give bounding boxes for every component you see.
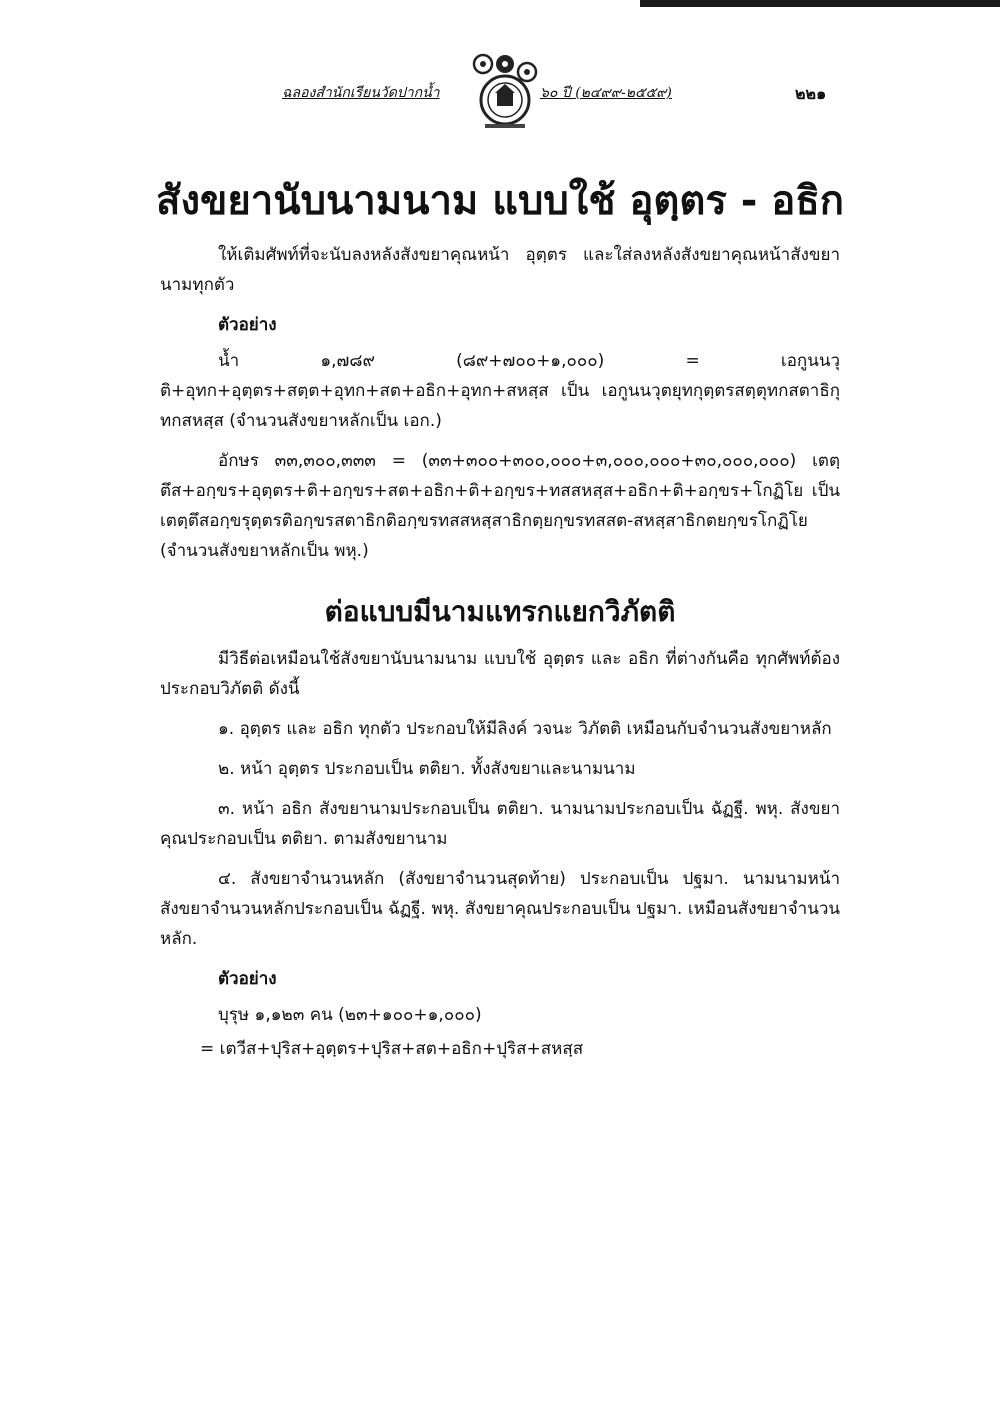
document-body: [160, 240, 840, 1068]
example-letters: อักษร ๓๓,๓๐๐,๓๓๓ = (๓๓+๓๐๐+๓๐๐,๐๐๐+๓,๐๐๐,๐๐๐+๓๐,๐๐๐,๐๐๐) เตตฺตึส+อกฺขร+อุตฺตร+ติ+อกฺขร+สต+อธิก+ติ+อกฺขร+ทสสหสฺส+อธิก+ติ+อกฺขร+โกฏิโย เป็น เตตฺตึสอกฺขรุตฺตรติอกฺขรสตาธิกติอกฺขรทสสหสฺสาธิกตฺยกฺขรทสสต-สหสฺสาธิกตยกฺขรโกฏิโย (จำนวนสังขยาหลักเป็น พหุ.): [160, 451, 840, 561]
section1-intro: ให้เติมศัพท์ที่จะนับลงหลังสังขยาคุณหน้า อุตฺตร และใส่ลงหลังสังขยาคุณหน้าสังขยานามทุกตัว: [160, 245, 840, 295]
page-number: ๒๒๑: [795, 84, 827, 103]
example-label-2: ตัวอย่าง: [218, 969, 277, 989]
rule-item-1: ๑. อุตฺตร และ อธิก ทุกตัว ประกอบให้มีลิงค์ วจนะ วิภัตติ เหมือนกับจำนวนสังขยาหลัก: [218, 719, 832, 739]
page-header: [0, 52, 1000, 132]
header-right-text: ๖๐ ปี (๒๔๙๙-๒๕๕๙): [540, 85, 672, 101]
section2-heading: ต่อแบบมีนามแทรกแยกวิภัตติ: [324, 595, 676, 628]
rule-item-2: ๒. หน้า อุตฺตร ประกอบเป็น ตติยา. ทั้งสังขยาและนามนาม: [218, 759, 636, 779]
example-people-breakdown: = เตวีส+ปุริส+อุตฺตร+ปุริส+สต+อธิก+ปุริส+สหสฺส: [200, 1039, 584, 1059]
example-label-1: ตัวอย่าง: [218, 315, 277, 335]
scan-edge-bar: [640, 0, 1000, 7]
example-water: น้ำ ๑,๗๘๙ (๘๙+๗๐๐+๑,๐๐๐) = เอกูนนวุติ+อุทก+อุตฺตร+สตฺต+อุทก+สต+อธิก+อุทก+สหสฺส เป็น เอกูนนวุตยุทกุตฺตรสตฺตุทกสตาธิกุทกสหสฺส (จำนวนสังขยาหลักเป็น เอก.): [160, 351, 840, 431]
section2-intro: มีวิธีต่อเหมือนใช้สังขยานับนามนาม แบบใช้ อุตฺตร และ อธิก ที่ต่างกันคือ ทุกศัพท์ต้องประกอบวิภัตติ ดังนี้: [160, 649, 840, 699]
header-left-text: ฉลองสำนักเรียนวัดปากน้ำ: [282, 85, 440, 101]
page-title: สังขยานับนามนาม แบบใช้ อุตฺตร - อธิก: [156, 178, 844, 224]
example-people-line: บุรุษ ๑,๑๒๓ คน (๒๓+๑๐๐+๑,๐๐๐): [218, 1005, 482, 1025]
rule-item-3: ๓. หน้า อธิก สังขยานามประกอบเป็น ตติยา. นามนามประกอบเป็น ฉัฏฐี. พหุ. สังขยาคุณประกอบเป็น ตติยา. ตามสังขยานาม: [160, 799, 840, 849]
rule-item-4: ๔. สังขยาจำนวนหลัก (สังขยาจำนวนสุดท้าย) ประกอบเป็น ปฐมา. นามนามหน้าสังขยาจำนวนหลักประกอบเป็น ฉัฏฐี. พหุ. สังขยาคุณประกอบเป็น ปฐมา. เหมือนสังขยาจำนวนหลัก.: [160, 869, 840, 949]
